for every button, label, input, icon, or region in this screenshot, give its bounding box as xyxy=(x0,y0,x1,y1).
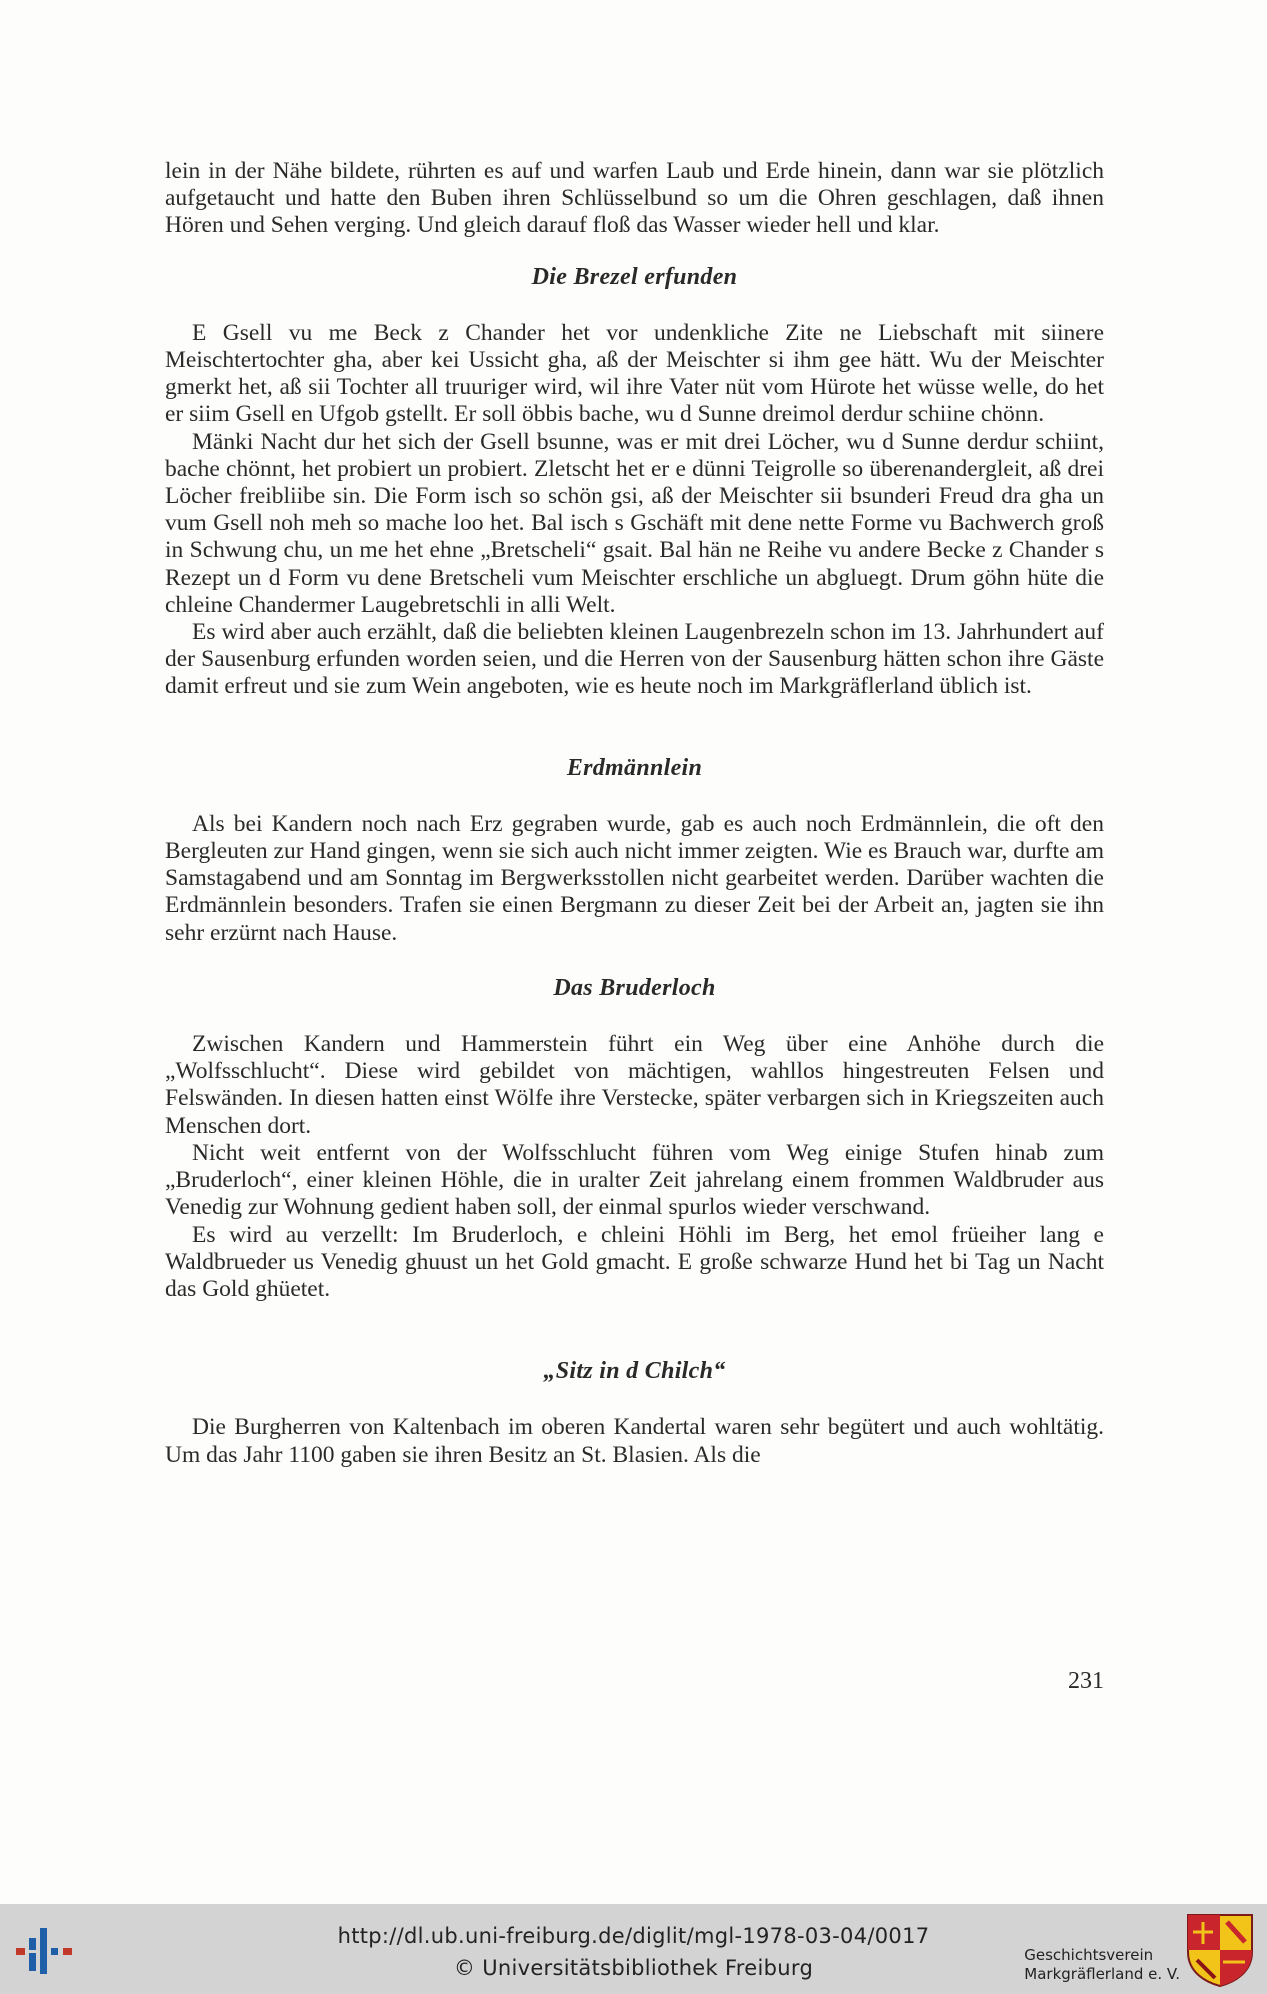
coat-of-arms-icon xyxy=(1185,1912,1255,1992)
paragraph: E Gsell vu me Beck z Chander het vor undenkliche Zite ne Liebschaft mit siinere Meischtertochter gha, aber kei Ussicht gha, aß der Meischter si ihm gee hätt. Wu der Meischter gmerkt het, aß sii Tochter all truuriger wird, wil ihre Vater nüt vom Hürote het wüsse welle, do het er siim Gsell en Ufgob gstellt. Er soll öbbis bache, wu d Sunne dreimol derdur schiine chönn. xyxy=(165,319,1104,428)
footer-bar xyxy=(0,1904,1267,1994)
source-url-link[interactable]: http://dl.ub.uni-freiburg.de/diglit/mgl-1978-03-04/0017 xyxy=(337,1924,930,1948)
section-heading-bruderloch: Das Bruderloch xyxy=(553,974,716,1001)
copyright-text: © Universitätsbibliothek Freiburg xyxy=(453,1956,814,1980)
paragraph: Nicht weit entfernt von der Wolfsschlucht führen vom Weg einige Stufen hinab zum „Bruderloch“, einer kleinen Höhle, die in uralter Zeit jahrelang einem frommen Waldbruder aus Venedig zur Wohnung gedient haben soll, der einmal spurlos wieder verschwand. xyxy=(165,1139,1104,1221)
section-heading-sitz: „Sitz in d Chilch“ xyxy=(543,1358,726,1385)
paragraph: Als bei Kandern noch nach Erz gegraben wurde, gab es auch noch Erdmännlein, die oft den Bergleuten zur Hand gingen, wenn sie sich auch nicht immer zeigten. Wie es Brauch war, durfte am Samstagabend und am Sonntag im Bergwerksstollen nicht gearbeitet werden. Darüber wachten die Erdmännlein besonders. Trafen sie einen Bergmann zu dieser Zeit bei der Arbeit an, jagten sie ihn sehr erzürnt nach Hause. xyxy=(165,810,1104,946)
paragraph: lein in der Nähe bildete, rührten es auf und warfen Laub und Erde hinein, dann war sie plötzlich aufgetaucht und hatte den Buben ihren Schlüsselbund so um die Ohren geschlagen, daß ihnen Hören und Sehen verging. Und gleich darauf floß das Wasser wieder hell und klar. xyxy=(165,158,1104,239)
paragraph: Die Burgherren von Kaltenbach im oberen Kandertal waren sehr begütert und auch wohltätig. Um das Jahr 1100 gaben sie ihren Besitz an St. Blasien. Als die xyxy=(165,1414,1104,1468)
page-text xyxy=(165,158,1104,1469)
section-heading-brezel: Die Brezel erfunden xyxy=(531,263,738,290)
paragraph: Mänki Nacht dur het sich der Gsell bsunne, was er mit drei Löcher, wu d Sunne derdur schiint, bache chönnt, het probiert un probiert. Zletscht het er e dünni Teigrolle so überenandergleit, aß drei Löcher freibliibe sin. Die Form isch so schön gsi, aß der Meischter sii bsunderi Freud dra gha un vum Gsell noh meh so mache loo het. Bal isch s Gschäft mit dene nette Forme vu Bachwerch groß in Schwung chu, un me het ehne „Bretscheli“ gsait. Bal hän ne Reihe vu andere Becke z Chander s Rezept un d Form vu dene Bretscheli vum Meischter erschliche un abgluegt. Drum göhn hüte die chleine Chandermer Laugebretschli in alli Welt. xyxy=(165,428,1104,618)
paragraph: Es wird au verzellt: Im Bruderloch, e chleini Höhli im Berg, het emol früeiher lang e Waldbrueder us Venedig ghuust un het Gold gmacht. E große schwarze Hund het bi Tag un Nacht das Gold ghüetet. xyxy=(165,1221,1104,1302)
organization-line-1: Geschichtsverein xyxy=(1024,1946,1154,1964)
paragraph: Es wird aber auch erzählt, daß die beliebten kleinen Laugenbrezeln schon im 13. Jahrhundert auf der Sausenburg erfunden worden seien, und die Herren von der Sausenburg hätten schon ihre Gäste damit erfreut und sie zum Wein angeboten, wie es heute noch im Markgräflerland üblich ist. xyxy=(165,619,1104,700)
organization-name xyxy=(1024,1946,1180,1984)
page-number: 231 xyxy=(1068,1668,1104,1694)
section-heading-erdmaennlein: Erdmännlein xyxy=(566,754,703,781)
paragraph: Zwischen Kandern und Hammerstein führt ein Weg über eine Anhöhe durch die „Wolfsschlucht“. Diese wird gebildet von mächtigen, wahllos hingestreuten Felsen und Felswänden. In diesen hatten einst Wölfe ihre Verstecke, später verbargen sich in Kriegszeiten auch Menschen dort. xyxy=(165,1031,1104,1139)
organization-line-2: Markgräflerland e. V. xyxy=(1024,1965,1180,1983)
